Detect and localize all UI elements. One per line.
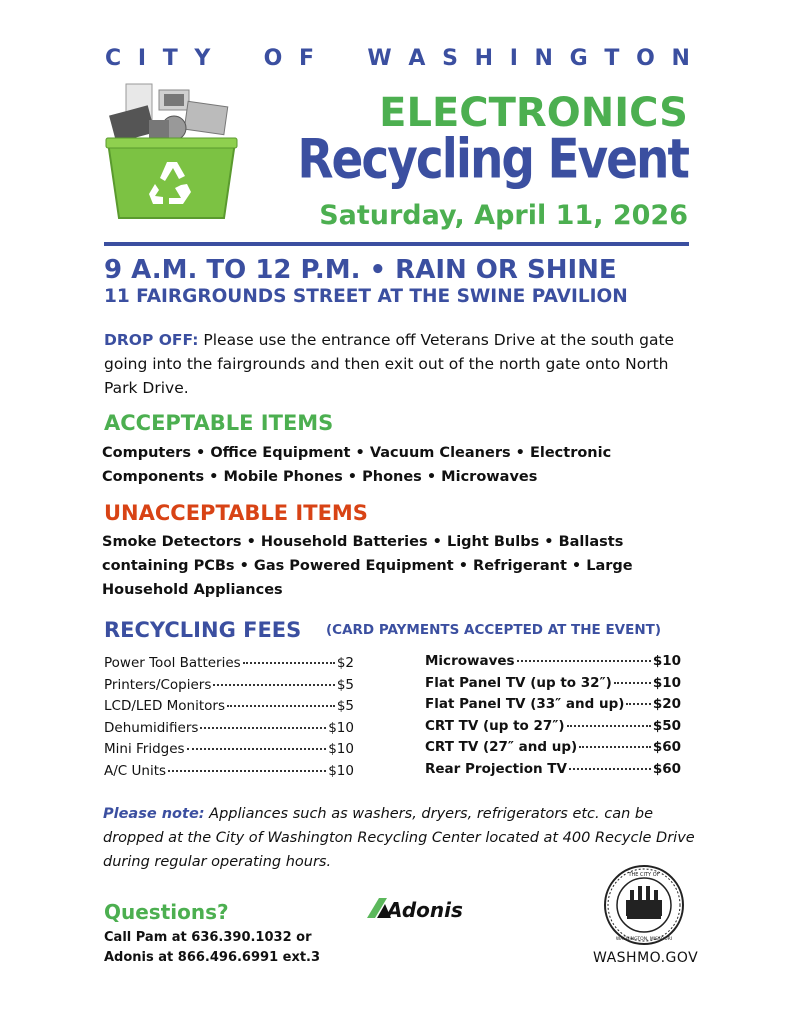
- fee-price: $10: [328, 719, 354, 736]
- fees-payment-note: (CARD PAYMENTS ACCEPTED AT THE EVENT): [326, 622, 662, 638]
- fee-row: [104, 720, 354, 742]
- city-heading-letter: O: [263, 46, 283, 71]
- fee-item: CRT TV (27″ and up): [425, 739, 578, 755]
- city-heading-letter: C: [105, 46, 122, 71]
- fee-price: $10: [328, 762, 354, 779]
- fee-row: [104, 741, 354, 763]
- event-date: Saturday, April 11, 2026: [319, 200, 688, 231]
- unacceptable-list: Smoke Detectors • Household Batteries • Light Bulbs • Ballasts containing PCBs • Gas Powered Equipment • Refrigerant • Large Household Appliances: [102, 534, 633, 598]
- dropoff-label: DROP OFF:: [104, 331, 199, 349]
- acceptable-list: Computers • Office Equipment • Vacuum Cleaners • Electronic Components • Mobile Phones • Phones • Microwaves: [102, 445, 612, 485]
- contact-info: [104, 928, 320, 968]
- acceptable-heading: ACCEPTABLE ITEMS: [104, 411, 334, 435]
- city-heading: [105, 46, 690, 71]
- fee-row: [425, 739, 681, 761]
- fee-row: [104, 677, 354, 699]
- city-heading-letter: I: [137, 46, 147, 71]
- event-time: 9 A.M. TO 12 P.M. • RAIN OR SHINE: [104, 255, 617, 285]
- city-heading-letter: [331, 46, 351, 71]
- contact-line-adonis: Adonis at 866.496.6991 ext.3: [104, 950, 321, 965]
- city-heading-letter: T: [604, 46, 620, 71]
- website-link[interactable]: WASHMO.GOV: [593, 950, 699, 966]
- fees-right-column: [425, 653, 681, 782]
- fee-item: A/C Units: [104, 762, 167, 779]
- fee-item: Dehumidifiers: [104, 719, 199, 736]
- city-heading-letter: Y: [194, 46, 211, 71]
- city-heading-letter: F: [299, 46, 315, 71]
- city-seal-logo: [603, 864, 685, 946]
- fee-price: $10: [328, 741, 354, 757]
- fee-row: [425, 653, 681, 675]
- fee-row: [104, 655, 354, 677]
- adonis-logo: [365, 896, 485, 922]
- fee-item: LCD/LED Monitors: [104, 698, 225, 714]
- fee-price: $2: [336, 655, 354, 671]
- fee-price: $5: [336, 676, 354, 693]
- fee-price: $20: [652, 696, 681, 712]
- svg-text:WASHINGTON, MISSOURI: WASHINGTON, MISSOURI: [615, 937, 673, 942]
- city-heading-letter: S: [442, 46, 458, 71]
- svg-text:THE CITY OF: THE CITY OF: [628, 872, 660, 878]
- fee-item: CRT TV (up to 27″): [425, 717, 565, 734]
- fee-price: $10: [652, 653, 681, 669]
- event-address: 11 FAIRGROUNDS STREET AT THE SWINE PAVILION: [104, 286, 628, 307]
- fee-price: $60: [652, 760, 681, 777]
- title-recycling-event: Recycling Event: [297, 128, 688, 192]
- city-heading-letter: N: [671, 46, 690, 71]
- fees-heading: RECYCLING FEES: [104, 618, 302, 642]
- city-heading-letter: T: [162, 46, 178, 71]
- fee-item: Printers/Copiers: [104, 676, 212, 693]
- fee-row: [104, 698, 354, 720]
- fee-item: Mini Fridges: [104, 741, 185, 757]
- fee-row: [425, 696, 681, 718]
- fee-row: [425, 675, 681, 697]
- recycling-bin-illustration: [104, 80, 239, 220]
- adonis-logo-text: Adonis: [387, 898, 463, 922]
- please-note-text: Appliances such as washers, dryers, refrigerators etc. can be dropped at the City of Washington Recycling Center located at 400 Recycle Drive during regular operating hours.: [103, 806, 695, 870]
- city-heading-letter: W: [367, 46, 392, 71]
- fee-row: [104, 763, 354, 785]
- fee-item: Flat Panel TV (up to 32″): [425, 674, 612, 691]
- divider: [104, 242, 689, 246]
- title-electronics: ELECTRONICS: [379, 90, 688, 136]
- fee-price: $50: [652, 717, 681, 734]
- city-heading-letter: N: [534, 46, 553, 71]
- fee-item: Flat Panel TV (33″ and up): [425, 696, 625, 712]
- fee-item: Microwaves: [425, 653, 515, 669]
- unacceptable-heading: UNACCEPTABLE ITEMS: [104, 501, 368, 525]
- dropoff-text: Please use the entrance off Veterans Drive at the south gate going into the fairgrounds and then exit out of the north gate onto North Park Drive.: [104, 331, 675, 397]
- city-heading-letter: A: [408, 46, 426, 71]
- city-heading-letter: O: [636, 46, 655, 71]
- fee-price: $60: [652, 739, 681, 755]
- please-note-label: Please note:: [103, 806, 205, 822]
- city-heading-letter: [227, 46, 247, 71]
- city-heading-letter: I: [509, 46, 518, 71]
- dropoff-paragraph: [104, 328, 694, 400]
- fee-price: $10: [652, 674, 681, 691]
- fee-row: [425, 761, 681, 783]
- fee-price: $5: [336, 698, 354, 714]
- questions-heading: Questions?: [104, 900, 229, 924]
- fee-item: Rear Projection TV: [425, 760, 567, 777]
- fee-row: [425, 718, 681, 740]
- fee-item: Power Tool Batteries: [104, 655, 241, 671]
- city-heading-letter: H: [474, 46, 494, 71]
- contact-line-pam: Call Pam at 636.390.1032 or: [104, 930, 312, 945]
- fees-left-column: [104, 655, 354, 784]
- city-heading-letter: G: [569, 46, 588, 71]
